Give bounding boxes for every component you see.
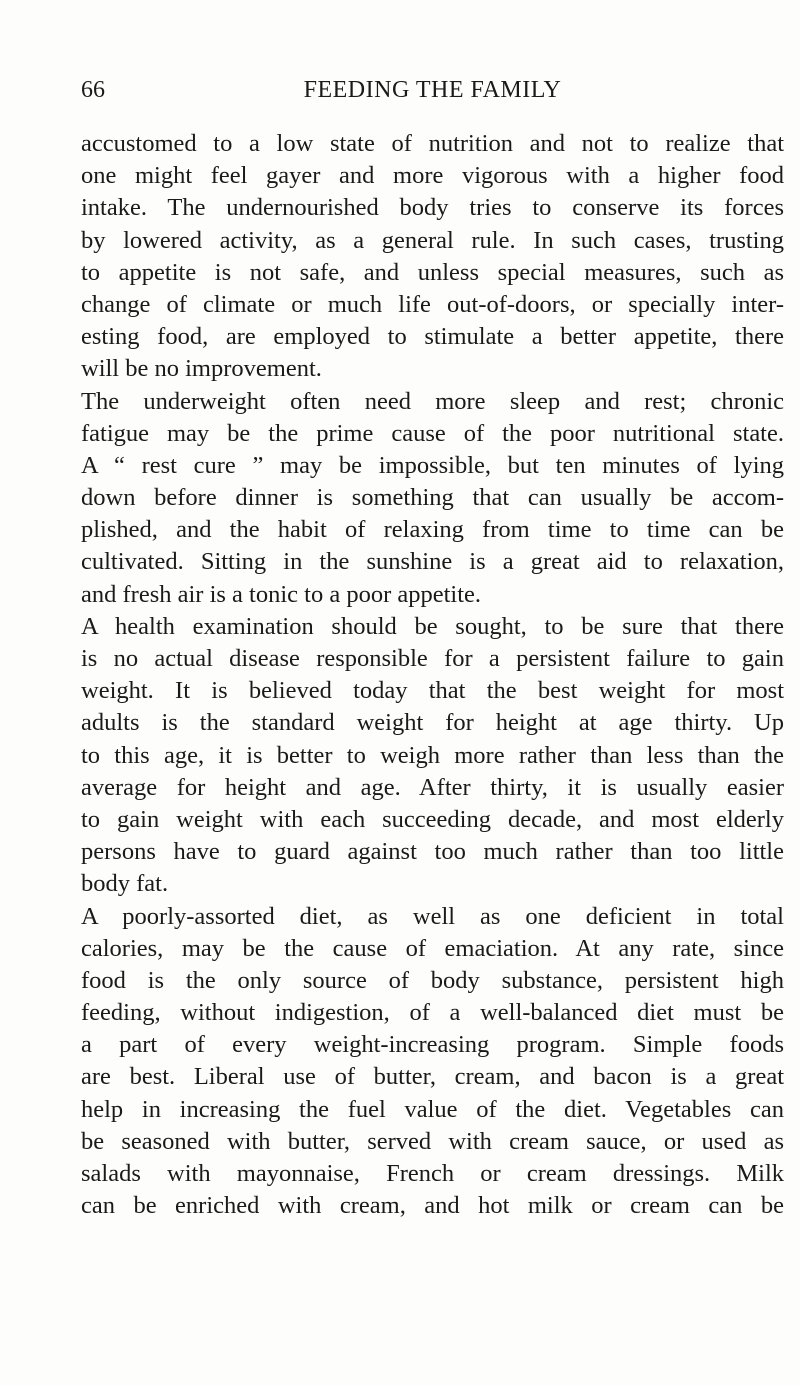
text-line: plished, and the habit of relaxing from time to time can be — [81, 516, 784, 544]
text-line: A poorly-assorted diet, as well as one deficient in total — [81, 902, 784, 930]
text-line: a part of every weight-increasing program. Simple foods — [81, 1031, 784, 1059]
text-line: change of climate or much life out-of-doors, or specially inter- — [81, 290, 784, 318]
text-line: can be enriched with cream, and hot milk or cream can be — [81, 1192, 784, 1220]
text-line: cultivated. Sitting in the sunshine is a great aid to relaxation, — [81, 548, 784, 576]
text-line: help in increasing the fuel value of the diet. Vegetables can — [81, 1095, 784, 1123]
text-line: and fresh air is a tonic to a poor appetite. — [81, 580, 482, 608]
running-title: FEEDING THE FAMILY — [303, 77, 562, 103]
text-line: feeding, without indigestion, of a well-balanced diet must be — [81, 999, 784, 1027]
text-line: to gain weight with each succeeding decade, and most elderly — [81, 805, 784, 833]
text-line: A health examination should be sought, to be sure that there — [81, 612, 784, 640]
text-line: to appetite is not safe, and unless special measures, such as — [81, 258, 784, 286]
text-line: down before dinner is something that can usually be accom- — [81, 484, 784, 512]
text-line: The underweight often need more sleep and rest; chronic — [81, 387, 784, 415]
text-line: by lowered activity, as a general rule. In such cases, trusting — [81, 226, 784, 254]
text-line: one might feel gayer and more vigorous with a higher food — [81, 162, 784, 190]
text-line: is no actual disease responsible for a persistent failure to gain — [81, 645, 784, 672]
text-line: salads with mayonnaise, French or cream dressings. Milk — [81, 1160, 784, 1187]
text-line: accustomed to a low state of nutrition and not to realize that — [81, 130, 784, 157]
text-line: food is the only source of body substance, persistent high — [81, 966, 784, 994]
text-line: be seasoned with butter, served with cream sauce, or used as — [81, 1127, 784, 1155]
text-line: A “ rest cure ” may be impossible, but ten minutes of lying — [81, 451, 784, 479]
text-line: fatigue may be the prime cause of the poor nutritional state. — [81, 419, 784, 447]
text-line: calories, may be the cause of emaciation. At any rate, since — [81, 934, 784, 962]
text-line: persons have to guard against too much rather than too little — [81, 838, 784, 866]
page-number: 66 — [81, 77, 105, 103]
text-line: average for height and age. After thirty, it is usually easier — [81, 773, 784, 801]
text-line: intake. The undernourished body tries to conserve its forces — [81, 194, 784, 222]
text-line: will be no improvement. — [81, 355, 322, 383]
text-line: are best. Liberal use of butter, cream, and bacon is a great — [81, 1063, 784, 1091]
text-line: body fat. — [81, 870, 169, 898]
text-line: weight. It is believed today that the best weight for most — [81, 677, 784, 705]
text-line: to this age, it is better to weigh more rather than less than the — [81, 741, 784, 769]
body-text — [81, 128, 784, 1222]
running-head — [81, 70, 784, 110]
text-line: esting food, are employed to stimulate a better appetite, there — [81, 323, 784, 351]
text-line: adults is the standard weight for height at age thirty. Up — [81, 709, 784, 737]
book-page — [81, 70, 784, 1222]
